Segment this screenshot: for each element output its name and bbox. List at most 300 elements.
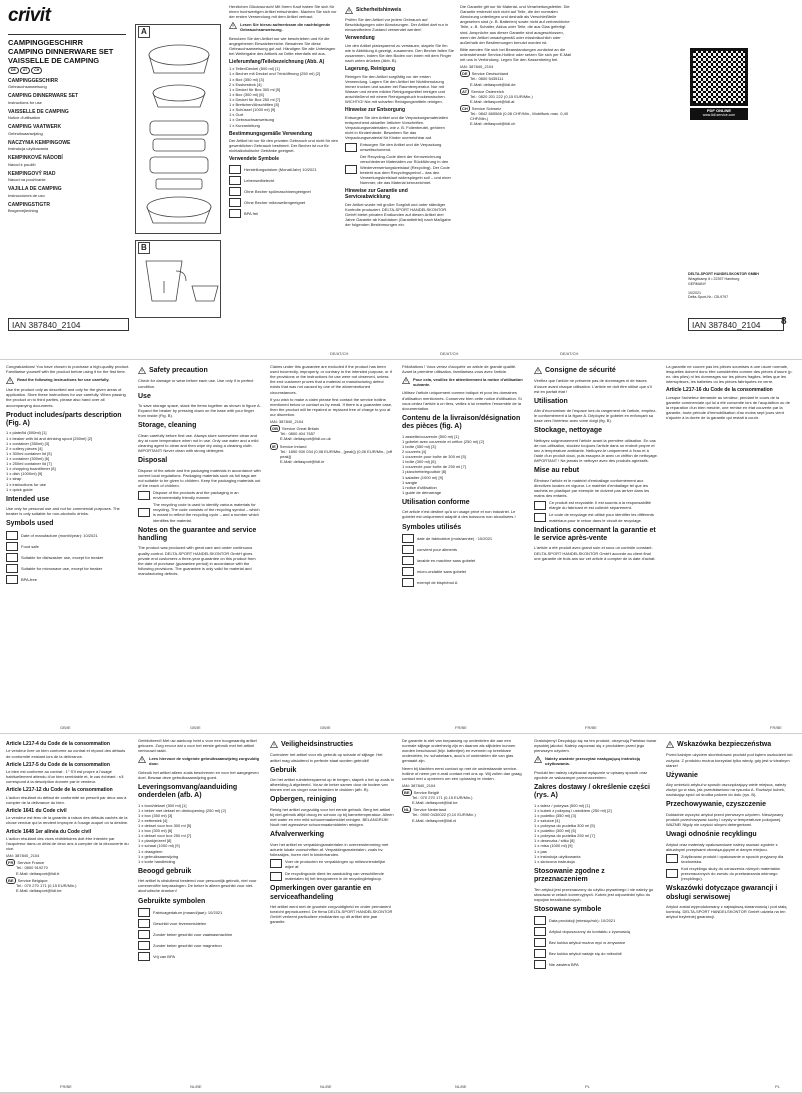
symbol-row [6,564,130,573]
band-fr-nl-pl [0,734,802,1093]
gb-heading-warranty: Notes on the guarantee and service handling [138,526,257,543]
ian-tag-cover: IAN 387840_2104 [8,318,129,331]
bpa-free-icon [534,960,546,969]
de-symbols-list [229,165,340,218]
list-item: 1 x quick guide [6,486,33,492]
footer-gb-3: GB/IE [320,724,331,730]
fr-body: Utilisez l'article uniquement comme indiqué et pour les domaines d'utilisation mentionnés. Conservez bien cette notice d'utilisation. Si vous cédez l'article à un tiers, veillez à lui remettre l'ensemble de la documentation. [402,390,522,411]
footer-nl-3: NL/BE [455,1083,467,1089]
list-item: 1 boîte (300 ml) [6] [402,459,436,465]
fr-text-1648: L'action résultant des vices rédhibitoires doit être intentée par l'acquéreur dans un délai de deux ans à compter de la découverte du vice. [6,835,129,852]
list-item: 1 x container (350ml) [3] [6,440,50,446]
de-column-2 [345,4,454,334]
list-item: 2 x Essbesteck [4] [229,81,262,87]
gb-column-2 [138,364,262,714]
list-item: 1 x kubek z pokrywą i ustnikiem (250 ml) [2] [534,807,612,813]
footer-fr-3: FR/BE [770,724,782,730]
symbol-label: Vrij van BPA [153,953,176,959]
nl-env-text: Voer de producten en verpakkingen op milieuvriendelijke wijze af. [285,858,386,869]
country-badge: CH [462,105,468,111]
calendar-icon [534,916,546,925]
country-badge: NL [404,807,410,813]
footer-gb-1: GB/IE [60,724,71,730]
de-intro: Herzlichen Glückwunsch! Mit Ihrem Kauf haben Sie sich für einen hochwertigen Artikel entschieden. Machen Sie sich vor der ersten Verwendung mit dem Artikel vertraut. [229,4,337,20]
gb-warranty-contact: If you wish to make a claim please first contact the service hotline mentioned below or contact us by email. If there is a guarantee case, then the product will be repaired or replaced free of charge to you at our discretion. [270,396,393,417]
list-item: 1 x deksel voor box 300 ml [5] [138,822,192,828]
service-phone[interactable]: Tel.: 0800 404 7657 [280,431,316,437]
fr-use: Afin d'économiser de l'espace lors du rangement de l'article, empilez-le conformément à la figure A. Déployez le gobelet en enfonçant sa base vers l'intérieur avec votre doigt (fig. B). [534,408,657,424]
list-item: 1 x pudełko (300 ml) [6] [534,828,576,834]
symbol-label: Zonder beker geschikt voor magnetron [153,942,222,948]
gb-env-text: Dispose of the products and the packaging in an environmentally friendly manner. [153,489,239,501]
symbol-row [6,542,130,551]
nl-safety-heading-row [270,741,394,749]
figure-a-drawing [136,25,222,235]
bpa-free-icon [6,575,18,584]
product-doc-type: Brugervejledning [8,208,39,214]
gb-warranty-cont: Claims under this guarantee are excluded if the product has been used incorrectly, improperly, or contrary to the intended purpose, or if the provisions or the instructions for use were not observed, unless the end customer proves that a material or manufacturing defect exists that was not caused by one of the aforementioned circumstances. [270,364,392,395]
symbol-row [6,575,130,584]
de-safety-heading-row [345,7,454,14]
nl-safety: Controleer het artikel voor elk gebruik op schade of slijtage. Het artikel mag uitsluitend in perfecte staat worden gebruikt! [270,752,383,763]
recycling-code-icon [270,872,282,881]
service-name: Service België [413,789,440,795]
recycle-bin-icon [345,143,357,152]
gb-column-1 [6,364,130,714]
band-gb-fr [0,360,802,734]
product-language-entry [8,78,126,90]
product-language-entry [8,171,126,183]
pl-safety-heading-row [666,741,794,749]
pl-warranty: Artykuł został wyprodukowany z największą starannością i pod stałą kontrolą. DELTA-SPORT HANDELSKONTOR GmbH udziela na ten artykuł trzyletniej gwarancji. [666,904,787,920]
symbol-label: Lebensmittelecht [244,177,275,183]
nl-intended: Het artikel is uitsluitend bestemd voor persoonlijk gebruik, niet voor commerciële toepassingen. De beker is alleen geschikt voor niet-alcoholische dranken! [138,878,257,894]
gb-intro: Congratulations! You have chosen to purchase a high-quality product. Familiarise yourself with the product before using it for the first time. [6,364,130,375]
calendar-icon [138,908,150,917]
nl-items-list [138,803,262,864]
product-language-entry [8,140,126,152]
fr-intro: Félicitations ! Vous venez d'acquérir un article de grande qualité. Avant la première utilisation, familiarisez-vous avec l'article. [402,364,517,375]
nl-heading-warranty: Opmerkingen over garantie en serviceafhandeling [270,885,372,901]
pdf-online-badge[interactable] [690,108,748,120]
list-item: 1 x container (300ml) [6] [6,455,50,461]
gb-heading-use: Use [138,392,151,400]
symbol-row [229,209,340,218]
pl-storage: Dokładnie wyczyść artykuł przed pierwszym użyciem. Nieużywany produkt przechowywać suchy i czysty w temperaturze pokojowej. WAŻNE! Nigdy nie czyścić silnymi detergentami. [666,811,784,828]
symbol-label: Fabricagedatum (maand/jaar): 10/2021 [153,909,223,915]
symbol-row [534,949,658,958]
list-item: 1 x instrukcja użytkowania [534,853,581,859]
figure-a-label: A [138,26,150,38]
qr-code[interactable] [690,48,748,106]
de-heading-storage: Lagerung, Reinigung [345,66,395,73]
fr-column-3 [666,364,794,714]
symbol-label: Ohne Becher spülmaschinengeeignet [244,188,311,194]
bpa-free-icon [229,209,241,218]
fr-warranty: L'article a été produit avec grand soin et sous un contrôle constant. DELTA-SPORT HANDELSKONTOR GmbH accorde au client final une garantie de trois ans sur cet article à compter de la date d'achat. [534,545,656,561]
list-item: 1 x instructions for use [6,481,47,487]
warning-icon [270,741,278,748]
service-contact [460,89,573,104]
symbol-label: Bez kubka artykuł nadaje się do mikrofali [549,951,622,957]
service-phone[interactable]: Tel.: 0900 0430022 (0,10 EUR/Min.) [412,812,476,818]
list-item: 2 x sztućce [4] [534,817,560,823]
nl-warning [138,756,262,766]
list-item: 1 x Brettchen/Abschlitten [8] [229,102,279,108]
nl-use: Om het artikel ruimtebesparend op te bergen, stapelt u het op zoals in afbeelding A afgebeeld. Vouw de beker samen door de bodem van binnen met uw vinger naar beneden te drukken (afb. B). [270,777,394,793]
de-warranty: Der Artikel wurde mit großer Sorgfalt und unter ständiger Kontrolle produziert. DELTA-SPORT HANDELSKONTOR GmbH bietet privaten Endkunden auf diesen Artikel drei Jahre Garantie ab Kaufdatum (Garantiefrist) nach Maßgabe der folgenden Bestimmungen ein. [345,201,451,228]
list-item: 1 x Box (300 ml) [6] [229,91,264,97]
pl-safety: Przed każdym użyciem skontrolować produkt pod kątem uszkodzeń lub zużycia. Z produktu można korzystać tylko wtedy, gdy jest w idealnym stanie! [666,752,793,768]
fr-text-l217-12: L'action résultant du défaut de conformité se prescrit par deux ans à compter de la délivrance du bien. [6,794,127,805]
pl-env-text: Zutylizować produkt i opakowanie w sposób przyjazny dla środowiska. [681,853,784,864]
de-service-list [460,71,573,126]
country-badge: DE [462,71,468,77]
nl-env-row [270,859,394,869]
de-warning-text: Lesen Sie hierzu aufmerksam die nachfolgende Gebrauchsanweisung. [240,22,331,33]
de-items-list [229,66,340,127]
food-safe-icon [6,542,18,551]
fr-heading-product: Contenu de la livraison/désignation des pièces (fig. A) [402,414,521,431]
microwave-icon [6,564,18,573]
fr-heading-1648: Article 1648 1er alinéa du Code civil [6,828,92,835]
de-recycle-row [345,154,454,185]
fr-recycle-text: Le code de recyclage est utilisé pour identifier les différents matériaux pour le retour dans le circuit de recyclage. [549,512,654,523]
symbol-row [229,176,340,185]
symbol-row [229,187,340,196]
service-phone[interactable]: Tel.: 0800 5435111 [470,76,504,82]
list-item: 1 x Gurt [229,112,244,118]
service-email[interactable]: E-Mail: deltasport@lidl.at [470,98,515,104]
symbol-row [534,938,658,947]
symbol-label: date de fabrication (mois/année) : 10/2021 [417,535,493,541]
symbol-label: exempt de bisphénol A [417,579,458,585]
fr-heading-1641: Article 1641 du Code civil [6,807,67,814]
product-name: KEMPINGOVÝ RIAD [8,170,56,177]
service-email[interactable]: E-Mail: deltasport@lidl.ie [280,458,325,464]
service-name: Service Great Britain [282,426,319,432]
nl-heading-disposal: Afvalverwerking [270,831,325,839]
gb-recycle-row [138,502,262,522]
service-email[interactable]: E-Mail: deltasport@lidl.ch [470,121,516,127]
service-contact [402,790,526,805]
footer-pl-1: PL [585,1083,590,1089]
nl-column-1 [138,738,262,1076]
product-doc-type: Gebrauchsanweisung [8,84,47,90]
gb-symbols-list [6,531,130,584]
fr-heading-intended: Utilisation conforme [402,498,470,506]
product-name: CAMPINGSTIGTR [8,201,50,208]
de-heading-usage: Verwendung [345,35,375,42]
gb-warning [6,377,130,384]
service-contact [460,106,573,126]
product-name: VAISSELLE DE CAMPING [8,108,69,115]
de-storage: Reinigen Sie den Artikel sorgfältig vor der ersten Verwendung. Lagern Sie den Artikel bei Nichtbenutzung immer trocken und sauber bei Raumtemperatur. Nur mit Wasser und einem milden Reinigungsmittel reinigen und anschließend mit einem Reinigungstuch trockenwischen. WICHTIG! Nie mit scharfen Reinigungsmitteln reinigen. [345,73,446,105]
list-item: 1 x pudełko (350 ml) [3] [534,812,576,818]
symbol-label: Artykuł dopuszczony do kontaktu z żywnością [549,929,631,935]
food-safe-icon [534,927,546,936]
fr-safety-heading-row [534,367,658,375]
symbol-row [138,941,262,950]
list-item: 1 x deseczka / sitko [8] [534,838,575,844]
bpa-free-icon [402,578,414,587]
pl-heading-use: Używanie [666,771,698,779]
cover-column [8,4,126,213]
gb-heading-disposal: Disposal [138,457,168,465]
service-email[interactable]: E-Mail: deltasport@lidl.de [470,81,516,87]
nl-warranty-cont: De garantie is niet van toepassing op onderdelen die aan een normale slijtage onderhevig zijn en daarom als slijtdelen kunnen worden beschouwd (bijv. batterijen) en evenmin op breekbare onderdelen, bv. schakelaars, accu's of onderdelen die van glas gemaakt zijn. [402,738,516,764]
gb-heading-symbols: Symbols used [6,520,54,528]
list-item: 1 boîte (350 ml) [3] [402,443,436,449]
nl-intro: Gefeliciteerd! Met uw aankoop hebt u voor een hoogwaardig artikel gekozen. Zorg ervoor dat u voor het eerste gebruik met het artikel vertrouwd raakt. [138,738,257,754]
list-item: 1 gobelet avec couvercle et orifice (250 ml) [2] [402,438,484,444]
de-heading-warranty: Hinweise zur Garantie und Serviceabwicklung [345,188,408,201]
symbol-label: Zonder beker geschikt voor vaatwasmachine [153,931,233,937]
list-item: 1 x schaal (1000 ml) [9] [138,843,180,849]
symbol-label: Ohne Becher mikrowellengeeignet [244,199,306,205]
fr-heading-l217-5: Article L217-5 du Code de la consommation [6,761,110,768]
product-doc-type: Návod na používanie [8,177,46,183]
product-language-entry [8,186,126,198]
list-item: 1 saladier (1000 ml) [9] [402,474,443,480]
dishwasher-icon [402,556,414,565]
brand-logo: crivit [8,5,51,26]
service-name: Service France [17,860,45,866]
gb-intended: Use only for personal use and not for commercial purposes. The beaker is only suitable for non-alcoholic drinks. [6,506,120,517]
gb-heading-safety: Safety precaution [149,367,208,374]
de-heading-use: Bestimmungsgemäße Verwendung [229,130,313,137]
warning-icon [138,756,146,763]
symbol-label: Suitable for dishwasher use, except for beaker [21,554,104,560]
gb-recycle-text: The recycling code is used to identify various materials for recycling. The code consists of the recycling symbol – which is meant to reflect the recycling cycle – and a number which identifies the material. [153,502,260,523]
service-email[interactable]: E-Mail: deltasport@lidl.be [16,887,62,893]
footer-fr-4: FR/BE [60,1083,72,1089]
gb-safety: Check for damage or wear before each use. Use only if in perfect condition. [138,378,254,389]
gb-heading-product: Product includes/parts description (Fig. A) [6,411,122,428]
product-language-entry [8,93,126,105]
recycling-code-icon [138,508,150,517]
de-body: Benutzen Sie den Artikel nur wie beschrieben und für die angegebenen Einsatzbereiche. Bewahren Sie diese Gebrauchsanweisung gut auf. Händigen Sie alle Unterlagen bei Weitergabe des Artikels an Dritte ebenfalls mit aus. [229,35,336,56]
figure-a [135,24,221,234]
footer-de-1: DE/AT/CH [330,350,349,356]
nl-heading-intended: Beoogd gebruik [138,867,192,875]
de-ian: IAN: 387840_2104 [460,64,494,70]
band-de-cover [0,0,802,360]
product-language-entry [8,202,126,214]
nl-recycle-row [270,871,394,881]
food-safe-icon [229,176,241,185]
symbol-label: Data produkcji (miesiąc/rok): 10/2021 [549,918,616,924]
warning-icon [534,756,542,763]
gb-body: Use the product only as described and only for the given areas of application. Store these instructions for use carefully. When passing the product on to third parties, please also hand over all accompanying documents. [6,387,126,408]
list-item: 1 x Deckel für Box 250 ml [7] [229,97,281,103]
de-heading-symbols: Verwendete Symbole [229,156,280,163]
warning-icon [402,377,410,384]
symbol-row [138,919,262,928]
fr-heading-article: Article L217-16 du Code de la consommation [666,387,773,394]
service-contact [402,807,526,822]
pl-symbols-list [534,916,658,969]
figure-b [135,240,221,318]
nl-disposal: Voer het artikel en verpakkingsmaterialen in overeenstemming met actuele lokale voorschriften af. Verpakkingsmaterialen, zoals bv. foliezakjes, horen niet in kinderhanden. [270,841,389,857]
product-language-list [8,67,126,213]
pl-heading-warranty: Wskazówki dotyczące gwarancji i obsługi serwisowej [666,885,778,901]
de-warranty-cont: Die Garantie gilt nur für Material- und Verarbeitungsfehler. Die Garantie erstreckt sich nicht auf Teile, die der normalen Abnutzung unterliegen und deshalb als Verschleißteile angesehen sind (z. B. Batterien) sowie nicht auf zerbrechliche Teile, z. B. Schalter, Akkus oder Teile, die aus Glas gefertigt sind. Ansprüche aus dieser Garantie sind ausgeschlossen, wenn der Artikel unsachgemäß oder missbräuchlich oder außerhalb der Bestimmungen benutzt worden ist. [460,4,570,45]
list-item: 1 x pokrywa do pudełka 250 ml [7] [534,833,595,839]
revision-date: 10/2021 [688,290,701,295]
symbol-label: BPA-free [21,576,37,582]
pl-use: Aby umieścić artykuł w sposób oszczędzający wiele miejsca, należy złożyć go w stos, jak przedstawiono na rysunku A. Rozłożyć kubek, naciskając spód od środka palcem do dołu (rys. B). [666,782,787,798]
list-item: 1 x draagriem [138,848,163,854]
symbol-row [402,556,526,565]
fr-warranty-cont: La garantie ne couvre pas les pièces soumises à une usure normale, lesquelles doivent donc être considérées comme des pièces d'usure (p. ex. des piles) ni les dommages sur les pièces fragiles, telles que les interrupteurs, les batteries ou les pièces fabriquées en verre. [666,364,793,385]
symbol-label: Date of manufacture (month/year): 10/2021 [21,532,98,538]
product-name: CAMPING VAATWERK [8,124,62,131]
list-item: 1 x Deckel für Box 300 ml [5] [229,86,281,92]
nl-ian: IAN: 387840_2104 [402,782,436,788]
nl-column-2 [270,738,394,1076]
service-phone[interactable]: Tel.: 0842 665566 (0,08 CHF/Min., Mobilfunk max. 0,40 CHF/Min.) [470,111,569,122]
footer-nl-2: NL/BE [320,1083,332,1089]
service-phone[interactable]: Tel.: 1890 930 034 (0,08 EUR/Min., [peak]) (0,06 EUR/Min., [off peak]) [280,448,392,459]
triman-icon [534,501,546,510]
gb-env-row [138,490,262,500]
list-item: 1 x bord/deksel (500 ml) [1] [138,802,187,808]
fr-symbols-list [402,534,526,587]
service-contact [6,860,130,875]
service-phone[interactable]: Tel.: 0800 919270 [16,865,48,871]
nl-heading-storage: Opbergen, reiniging [270,796,337,804]
fr-env-row [534,500,658,510]
lang-badge-row [8,67,126,73]
symbol-label: micro-ondable sans gobelet [417,568,467,574]
nl-column-3 [402,738,526,1076]
pl-recycle-text: Kod recyklingu służy do oznaczenia różnych materiałów przeznaczonych do zwrotu do przetwarzania wtórnego (recyklingu). [681,865,780,882]
list-item: 1 x beker met deksel en drinkopening (250 ml) [2] [138,807,226,813]
nl-warranty: Het artikel werd met de grootste zorgvuldigheid en onder permanent toezicht geproduceerd. De firma DELTA-SPORT HANDELSKONTOR GmbH verleent particuliere eindklanten op dit artikel drie jaar garantie. [270,904,393,925]
de-use: Der Artikel ist nur für den privaten Gebrauch und nicht für den gewerblichen Gebrauch bestimmt. Der Becher ist nur für nichtalkoholische Getränke geeignet. [229,138,338,154]
microwave-icon [138,941,150,950]
fr-ian: IAN: 387840_2104 [6,853,40,859]
symbol-row [229,165,340,174]
cover-title-de: CAMPINGGESCHIRR [8,38,84,48]
nl-heading-symbols: Gebruikte symbolen [138,897,206,905]
symbol-row [229,198,340,207]
symbol-row [138,952,262,961]
nl-heading-product: Leveringsomvang/aanduiding onderdelen (afb. A) [138,783,238,800]
product-language-entry [8,155,126,167]
list-item: 1 planchette/égouttoir [8] [402,469,447,475]
country-badge: GB [272,426,278,432]
nl-symbols-list [138,908,262,961]
gb-warranty: The product was produced with great care and under continuous quality control. DELTA-SPORT HANDELSKONTOR GmbH gives private end customers a three-year guarantee on this product from the date of purchase (guarantee period) in accordance with the following provisions. The guarantee is only valid for material and manufacturing defects. [138,545,256,576]
dishwasher-icon [138,930,150,939]
product-doc-type: Instrucciones de uso [8,192,45,198]
product-doc-type: Gebruiksaanwijzing [8,130,43,136]
list-item: 1 couvercle pour boîte de 300 ml [5] [402,454,466,460]
dishwasher-icon [6,553,18,562]
fr-items-list [402,434,526,495]
microwave-icon [534,949,546,958]
gb-disposal: Dispose of the article and the packaging materials in accordance with current local regulations. Packaging materials such as foil bags are not suitable to be given to children. Keep the packaging materials out of the reach of children. [138,467,261,488]
symbol-row [402,534,526,543]
fr-warning-text: Pour cela, veuillez lire attentivement la notice d'utilisation suivante. [413,377,523,388]
pl-items-list [534,803,658,864]
nl-recycle-text: De recyclingcode dient ter aanduiding van verschillende materialen bij het terugvoeren in de recyclingkringloop. [285,871,384,882]
pl-intended: Ten artykuł jest przeznaczony do użytku prywatnego i nie należy go stosować w celach komercyjnych. Kubek jest odpowiedni tylko do napojów bezalkoholowych. [534,886,654,902]
figure-column [133,22,223,322]
fr-text-l217-4: Le vendeur livre un bien conforme au contrat et répond des défauts de conformité existant lors de la délivrance. [6,748,126,759]
de-warranty-contact: Bitte wenden Sie sich bei Beanstandungen zunächst an die untenstehende Service-Hotline oder setzen Sie sich per E-Mail mit uns in Verbindung. Legen Sie den Kassenbeleg bei. [460,46,572,63]
de-heading-safety: Sicherheitshinweis [356,7,402,13]
recycling-code-icon [345,165,357,174]
pl-body: Produkt ten należy użytkować wyłącznie w opisany sposób oraz zgodnie ze wskazanym przeznaczeniem. [534,769,648,780]
footer-nl-1: NL/BE [190,1083,202,1089]
cover-title-fr: VAISSELLE DE CAMPING [8,56,100,66]
pl-heading-storage: Przechowywanie, czyszczenie [666,801,766,809]
cover-title-en: CAMPING DINNERWARE SET [8,47,114,57]
service-email[interactable]: E-Mail: deltasport@lidl.fr [16,870,60,876]
fr-safety: Vérifiez que l'article ne présente pas de dommages ni de traces d'usure avant chaque utilisation. L'article ne doit être utilisé que s'il est en parfait état ! [534,378,652,394]
dishwasher-icon [229,187,241,196]
list-item: 1 couvercle pour boîte de 250 ml [7] [402,464,466,470]
product-name: CAMPING DINNERWARE SET [8,93,79,100]
list-item: 1 x pokrywa do pudełka 300 ml [5] [534,822,595,828]
list-item: 1 x korte handleiding [138,858,175,864]
service-phone[interactable]: Tel.: 070 270 171 (0,15 EUR/Min.) [412,795,473,801]
list-item: 1 x Becher mit Deckel und Trinköffnung (250 ml) [2] [229,71,321,77]
fr-text-l217-5: Le bien est conforme au contrat : 1° S'il est propre à l'usage habituellement attendu d'un bien semblable et, le cas échéant : s'il correspond à la description donnée par le vendeur. [6,769,124,785]
country-badge: BE [404,789,410,795]
de-column-3 [460,4,573,334]
country-badge: AT [462,88,468,94]
fr-column-4 [6,738,130,1076]
service-contact [270,426,394,441]
calendar-icon [402,534,414,543]
warning-icon [6,377,14,384]
service-email[interactable]: E-Mail: deltasport@lidl.be [412,800,458,806]
country-badge: FR [8,860,14,866]
symbol-row [402,545,526,554]
pl-heading-safety: Wskazówka bezpieczeństwa [677,741,772,748]
dishwasher-icon [534,938,546,947]
list-item: 1 x Box (350 ml) [3] [229,76,264,82]
de-column-1 [229,4,340,334]
list-item: 1 x Schüssel (1000 ml) [9] [229,107,276,113]
list-item: 2 couverts [4] [402,448,427,454]
product-name: KEMPINKOVÉ NÁDOBÍ [8,155,63,162]
list-item: 1 x box (300 ml) [6] [138,828,173,834]
product-doc-type: Instrukcja użytkowania [8,146,49,152]
pl-heading-symbols: Stosowane symbole [534,905,602,913]
lang-badge: DE [8,67,19,73]
fr-column-2 [534,364,658,714]
gb-column-3 [270,364,394,714]
symbol-label: Suitable for microwave use, except for beaker [21,565,103,571]
service-phone[interactable]: Tel.: 0820 201 222 (0,15 EUR/Min.) [470,93,533,99]
pdf-online-label: PDF ONLINE [706,108,732,113]
microwave-icon [402,567,414,576]
company-address: Wragekamp 6 • 22397 Hamburg [688,276,740,281]
service-phone[interactable]: Tel.: 070 270 171 (0,15 EUR/Min.) [16,882,77,888]
service-email[interactable]: E-Mail: deltasport@lidl.nl [412,817,457,823]
nl-warranty-contact: Neem bij klachten eerst contact op met de onderstaande service-hotline of neem per e-mail contact met ons op. Wij zullen dan graag contact met u opnemen om een oplossing te vinden. [402,765,522,781]
product-doc-type: Instructions for use [8,99,42,105]
recycling-code-icon [534,513,546,522]
fr-disposal: Éliminez l'article et le matériel d'emballage conformément aux directives locales en vigueur. Le matériel d'emballage tel que les sachets en plastique par exemple ne doivent pas arriver dans les mains des enfants. [534,477,650,499]
symbol-label: Bez kubka artykuł można myć w zmywarce [549,940,626,946]
service-email[interactable]: E-Mail: deltasport@lidl.co.uk [280,436,331,442]
